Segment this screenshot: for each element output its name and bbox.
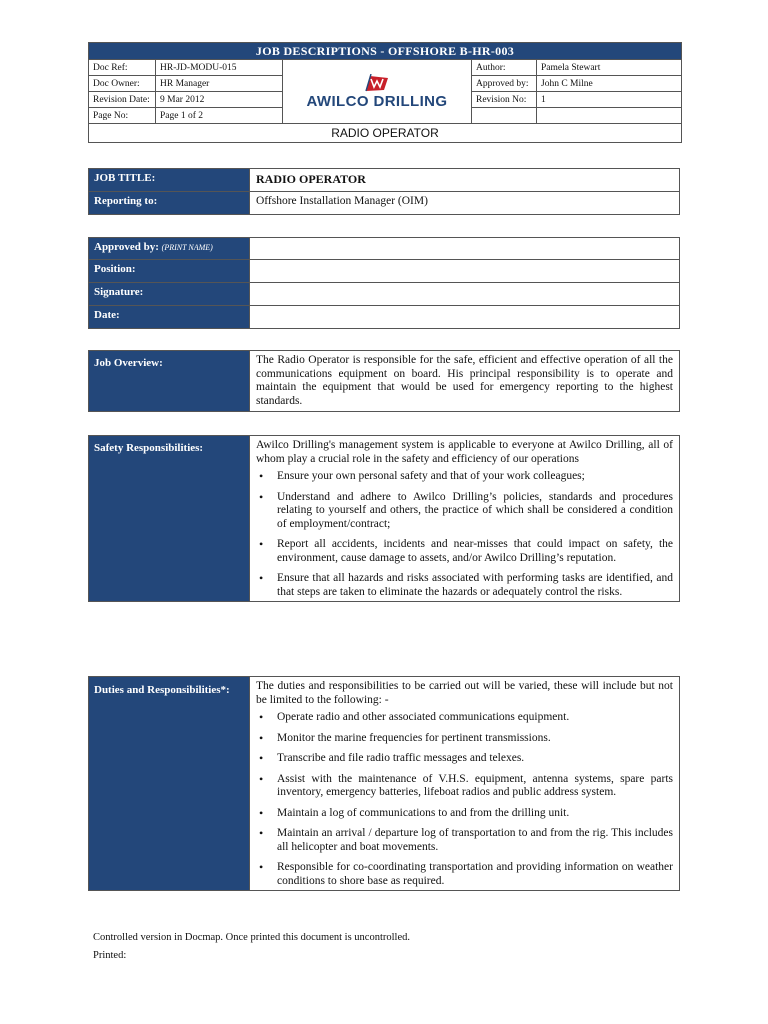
job-title-table: [88, 168, 680, 215]
list-item: • Responsible for co-coordinating transportation and providing information on weather conditions to shore base as required.: [256, 861, 673, 888]
list-item: • Understand and adhere to Awilco Drilling’s policies, standards and procedures relating to yourself and others, the practice of which shall be considered a condition of employment/contract;: [256, 491, 673, 532]
empty-cell: [472, 108, 537, 124]
print-name-hint: (PRINT NAME): [161, 243, 213, 252]
duties-intro: The duties and responsibilities to be carried out will be varied, these will include but not be limited to the following: -: [256, 680, 673, 706]
empty-cell: [537, 108, 682, 124]
reporting-to-value: Offshore Installation Manager (OIM): [250, 192, 680, 215]
duties-cell: [250, 677, 680, 891]
reporting-to-label: Reporting to:: [89, 192, 250, 215]
role-title: RADIO OPERATOR: [89, 124, 682, 143]
list-item: • Transcribe and file radio traffic messages and telexes.: [256, 752, 673, 766]
approval-table: [88, 237, 680, 329]
date-label: Date:: [89, 306, 250, 329]
document-header: [88, 42, 682, 143]
duties-list: [256, 711, 673, 888]
printed-label: Printed:: [93, 950, 127, 961]
job-overview-text: The Radio Operator is responsible for the safe, efficient and effective operation of all the communications equipment on board. His principal responsibility is to operate and maintain the equipment that would be used for emergency reporting to the highest standards.: [256, 354, 673, 407]
duties-table: [88, 676, 680, 891]
list-item: • Ensure your own personal safety and that of your work colleagues;: [256, 470, 673, 484]
job-title-label: JOB TITLE:: [89, 169, 250, 192]
safety-list: [256, 470, 673, 599]
duties-label: Duties and Responsibilities*:: [89, 677, 250, 891]
job-overview-label: Job Overview:: [89, 351, 250, 412]
position-input[interactable]: [250, 260, 680, 283]
page-no-value: Page 1 of 2: [156, 108, 283, 124]
page-no-label: Page No:: [89, 108, 156, 124]
job-overview-table: [88, 350, 680, 412]
list-item: • Maintain an arrival / departure log of transportation to and from the rig. This includes all helicopter and boat movements.: [256, 827, 673, 854]
list-item: • Operate radio and other associated communications equipment.: [256, 711, 673, 725]
author-value: Pamela Stewart: [537, 60, 682, 76]
list-item: • Monitor the marine frequencies for pertinent transmissions.: [256, 732, 673, 746]
revision-date-label: Revision Date:: [89, 92, 156, 108]
position-label: Position:: [89, 260, 250, 283]
doc-ref-label: Doc Ref:: [89, 60, 156, 76]
doc-owner-value: HR Manager: [156, 76, 283, 92]
logo-text: AWILCO DRILLING: [306, 92, 448, 110]
author-label: Author:: [472, 60, 537, 76]
list-item: • Ensure that all hazards and risks associated with performing tasks are identified, and that steps are taken to eliminate the hazards or adequately control the risks.: [256, 572, 673, 599]
signature-label: Signature:: [89, 283, 250, 306]
approved-by-field-label: [89, 238, 250, 260]
safety-cell: [250, 436, 680, 602]
approved-by-label: Approved by:: [472, 76, 537, 92]
header-band-title: JOB DESCRIPTIONS - OFFSHORE B-HR-003: [89, 43, 682, 60]
date-input[interactable]: [250, 306, 680, 329]
list-item: • Maintain a log of communications to and from the drilling unit.: [256, 807, 673, 821]
doc-owner-label: Doc Owner:: [89, 76, 156, 92]
approved-by-input[interactable]: [250, 238, 680, 260]
revision-date-value: 9 Mar 2012: [156, 92, 283, 108]
approved-by-value: John C Milne: [537, 76, 682, 92]
approved-by-text: Approved by:: [94, 241, 159, 253]
safety-label: Safety Responsibilities:: [89, 436, 250, 602]
revision-no-value: 1: [537, 92, 682, 108]
doc-ref-value: HR-JD-MODU-015: [156, 60, 283, 76]
logo-flag-icon: [364, 74, 390, 92]
controlled-notice: Controlled version in Docmap. Once printed this document is uncontrolled.: [93, 932, 410, 943]
company-logo: [283, 60, 472, 124]
list-item: • Assist with the maintenance of V.H.S. equipment, antenna systems, spare parts inventory, emergency batteries, lifeboat radios and public address system.: [256, 773, 673, 800]
revision-no-label: Revision No:: [472, 92, 537, 108]
safety-table: [88, 435, 680, 602]
job-title-value: RADIO OPERATOR: [250, 169, 680, 192]
signature-input[interactable]: [250, 283, 680, 306]
list-item: • Report all accidents, incidents and near-misses that could impact on safety, the environment, cause damage to assets, and/or Awilco Drilling’s reputation.: [256, 538, 673, 565]
job-overview-cell: [250, 351, 680, 412]
safety-intro: Awilco Drilling's management system is applicable to everyone at Awilco Drilling, all of whom play a crucial role in the safety and efficiency of our operations: [256, 439, 673, 465]
